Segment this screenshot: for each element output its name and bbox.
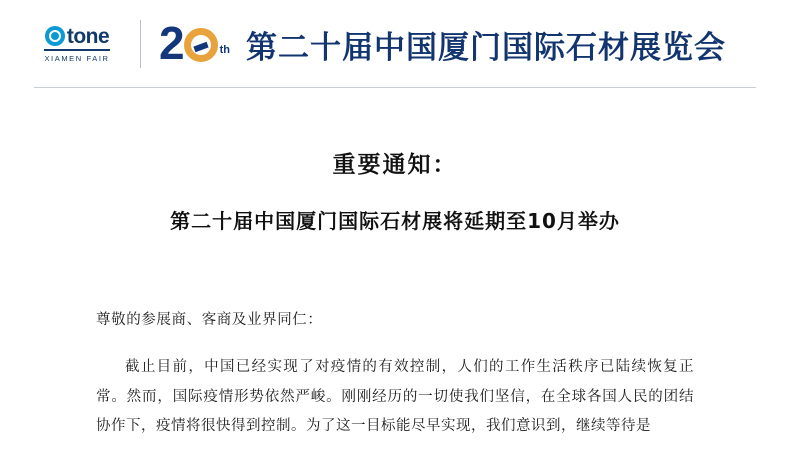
twenty-zero-ring-icon [184,28,218,62]
body-paragraph-1: 截止目前，中国已经实现了对疫情的有效控制，人们的工作生活秩序已陆续恢复正常。然而，国际疫情形势依然严峻。刚刚经历的一切使我们坚信，在全球各国人民的团结协作下，疫情将很快得到控制。为了这一目标能尽早实现，我们意识到，继续等待是 [96,359,694,435]
salutation: 尊敬的参展商、客商及业界同仁： [96,312,323,328]
event-title: 第二十届中国厦门国际石材展览会 [245,29,726,66]
notice-subtitle: 第二十届中国厦门国际石材展将延期至10月举办 [170,209,620,233]
stone-xiamen-fair-logo [34,26,120,63]
stone-circle-icon [45,26,65,46]
event-header-banner [0,0,790,88]
logo-wordmark [45,26,109,47]
notice-title: 重要通知： [332,152,458,178]
logo-wordmark-text: tone [66,24,110,48]
anniversary-suffix: th [219,44,230,57]
anniversary-digit: 2 [159,17,183,70]
header-rule [34,87,756,88]
header-divider [140,20,141,68]
document-body [0,88,790,442]
anniversary-number [159,17,218,70]
anniversary-mark [159,17,230,70]
logo-underline [44,49,110,51]
logo-subtitle: XIAMEN FAIR [44,53,110,63]
